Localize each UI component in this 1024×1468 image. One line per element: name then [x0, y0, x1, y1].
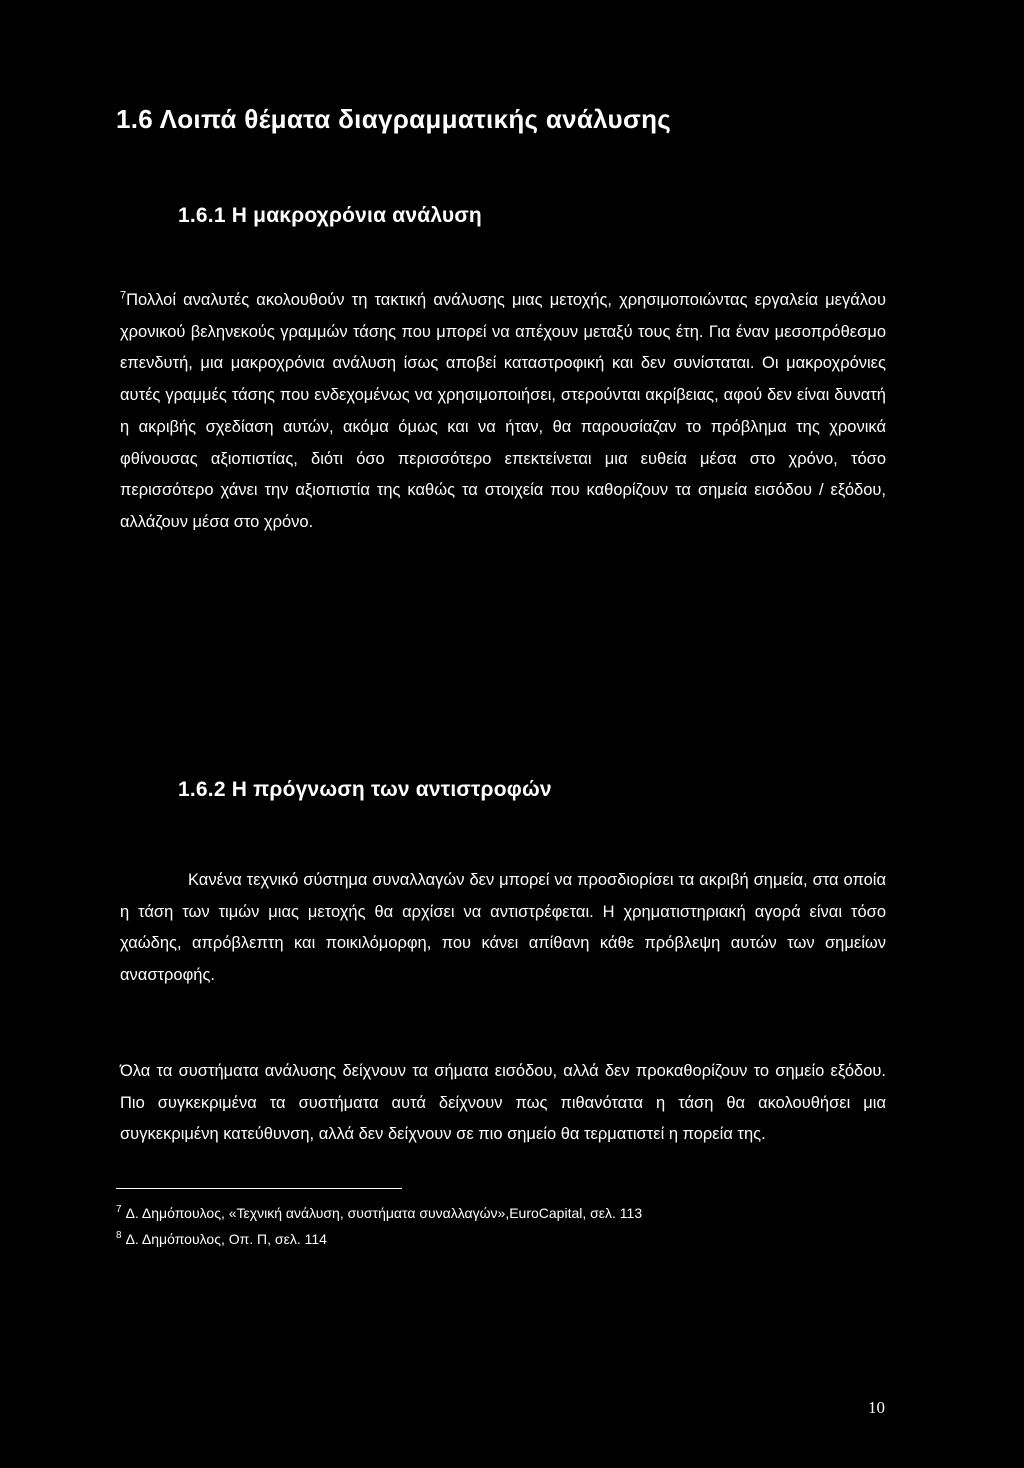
page-number: 10	[868, 1398, 885, 1417]
footnote-divider	[116, 1188, 402, 1189]
section-1-6-2-paragraph-1: Κανένα τεχνικό σύστημα συναλλαγών δεν μπορεί να προσδιορίσει τα ακριβή σημεία, στα οποία η τάση των τιμών μιας μετοχής θα αρχίσει να αντιστρέφεται. Η χρηματιστηριακή αγορά είναι τόσο χαώδης, απρόβλεπτη και ποικιλόμορφη, που κάνει απίθανη κάθε πρόβλεψη αυτών των σημείων αναστροφής.	[120, 871, 886, 985]
footnote-text: Δ. Δημόπουλος, Οπ. Π, σελ. 114	[125, 1231, 327, 1247]
section-1-6-1-paragraph	[120, 285, 886, 539]
footnote-number: 7	[116, 1204, 122, 1216]
section-heading-1-6-2: 1.6.2 Η πρόγνωση των αντιστροφών	[178, 778, 552, 801]
footnote-ref-7: 7	[120, 289, 127, 302]
footnote-item	[116, 1200, 642, 1226]
footnote-item	[116, 1226, 642, 1252]
footnotes	[116, 1200, 642, 1252]
section-1-6-2-paragraph-2: Όλα τα συστήματα ανάλυσης δείχνουν τα σήματα εισόδου, αλλά δεν προκαθορίζουν το σημείο εξόδου. Πιο συγκεκριμένα τα συστήματα αυτά δείχνουν πως πιθανότατα η τάση θα ακολουθήσει μια συγκεκριμένη κατεύθυνση, αλλά δεν δείχνουν σε πιο σημείο θα τερματιστεί η πορεία της.	[120, 1062, 886, 1144]
section-1-6-1-text: Πολλοί αναλυτές ακολουθούν τη τακτική ανάλυσης μιας μετοχής, χρησιμοποιώντας εργαλεία μεγάλου χρονικού βεληνεκούς γραμμών τάσης που μπορεί να απέχουν μεταξύ τους έτη. Για έναν μεσοπρόθεσμο επενδυτή, μια μακροχρόνια ανάλυση ίσως αποβεί καταστροφική και δεν συνίσταται. Οι μακροχρόνιες αυτές γραμμές τάσης που ενδεχομένως να χρησιμοποιήσει, στερούνται ακρίβειας, αφού δεν είναι δυνατή η ακριβής σχεδίαση αυτών, ακόμα όμως και να ήταν, θα παρουσίαζαν το πρόβλημα της χρονικά φθίνουσας αξιοπιστίας, διότι όσο περισσότερο επεκτείνεται μια ευθεία μέσα στο χρόνο, τόσο περισσότερο χάνει την αξιοπιστία της καθώς τα στοιχεία που καθορίζουν τα σημεία εισόδου / εξόδου, αλλάζουν μέσα στο χρόνο.	[120, 291, 886, 531]
footnote-number: 8	[116, 1230, 122, 1242]
footnote-text: Δ. Δημόπουλος, «Τεχνική ανάλυση, συστήματα συναλλαγών»,EuroCapital, σελ. 113	[125, 1205, 643, 1221]
section-heading-1-6-1: 1.6.1 Η μακροχρόνια ανάλυση	[178, 204, 482, 227]
chapter-title: 1.6 Λοιπά θέματα διαγραμματικής ανάλυσης	[116, 104, 672, 134]
